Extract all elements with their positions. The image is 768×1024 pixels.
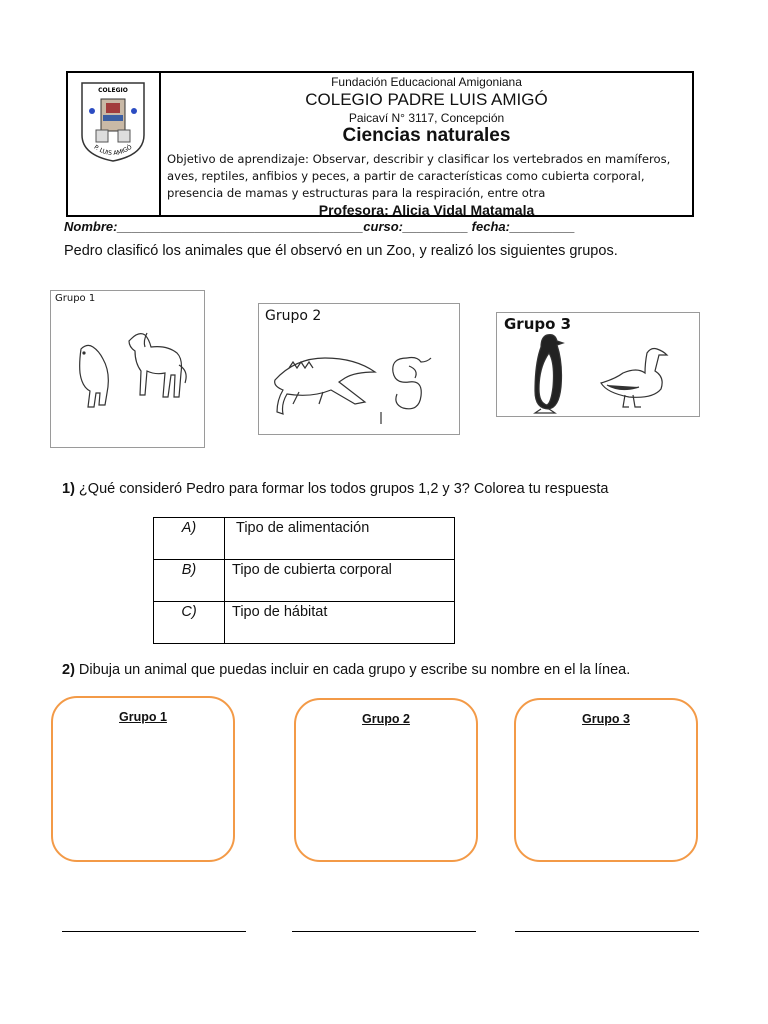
question-2 [62,662,630,678]
answer-line-group-3[interactable] [515,931,699,932]
group-3-image [496,312,700,417]
learning-objective: Objetivo de aprendizaje: Observar, describir y clasificar los vertebrados en mamíferos, aves, reptiles, anfibios y peces, a partir de características como cubierta corporal, presencia de mamas y estructuras para la respiración, entre otra [167,152,671,200]
foundation-name: Fundación Educacional Amigoniana [331,75,522,89]
answer-line-group-2[interactable] [292,931,476,932]
polar-bear-and-horse-icon [51,321,204,441]
option-text: Tipo de cubierta corporal [225,560,455,602]
logo-text-bottom: P. LUIS AMIGÓ [92,143,134,158]
option-text: Tipo de hábitat [225,602,455,644]
penguin-and-goose-icon [497,331,699,415]
school-logo [68,73,157,215]
draw-box-group-1[interactable] [51,696,235,862]
logo-cell [68,73,161,215]
option-letter: A) [154,518,225,560]
group-1-label: Grupo 1 [55,293,96,304]
subject-title: Ciencias naturales [342,125,511,146]
draw-box-title: Grupo 2 [362,712,410,726]
question-1 [62,481,608,497]
option-row-a[interactable] [154,518,455,560]
question-1-number: 1) [62,481,75,497]
draw-box-group-3[interactable] [514,698,698,862]
option-row-b[interactable] [154,560,455,602]
draw-box-title: Grupo 3 [582,712,630,726]
header-box [66,71,694,217]
draw-box-title: Grupo 1 [119,710,167,724]
option-text: Tipo de alimentación [225,518,455,560]
option-row-c[interactable] [154,602,455,644]
option-letter: C) [154,602,225,644]
school-name: COLEGIO PADRE LUIS AMIGÓ [305,90,548,109]
group-3-label: Grupo 3 [504,315,572,333]
option-letter: B) [154,560,225,602]
question-1-text: ¿Qué consideró Pedro para formar los todos grupos 1,2 y 3? Colorea tu respuesta [74,481,609,497]
header-info [161,73,692,218]
group-1-image [50,290,205,448]
student-info-line: Nombre:__________________________________curso:_________ fecha:_________ [64,219,576,234]
crocodile-and-snake-icon [259,338,459,434]
intro-text: Pedro clasificó los animales que él observó en un Zoo, y realizó los siguientes grupos. [64,243,618,259]
question-2-text: Dibuja un animal que puedas incluir en cada grupo y escribe su nombre en el la línea. [74,662,631,678]
logo-text-top: COLEGIO [98,87,128,94]
answer-line-group-1[interactable] [62,931,246,932]
group-2-image [258,303,460,435]
question-2-number: 2) [62,662,75,678]
group-2-label: Grupo 2 [265,308,322,324]
draw-box-group-2[interactable] [294,698,478,862]
options-table [153,517,455,644]
school-address: Paicaví N° 3117, Concepción [348,111,505,125]
teacher-name: Profesora: Alicia Vidal Matamala [318,202,535,218]
